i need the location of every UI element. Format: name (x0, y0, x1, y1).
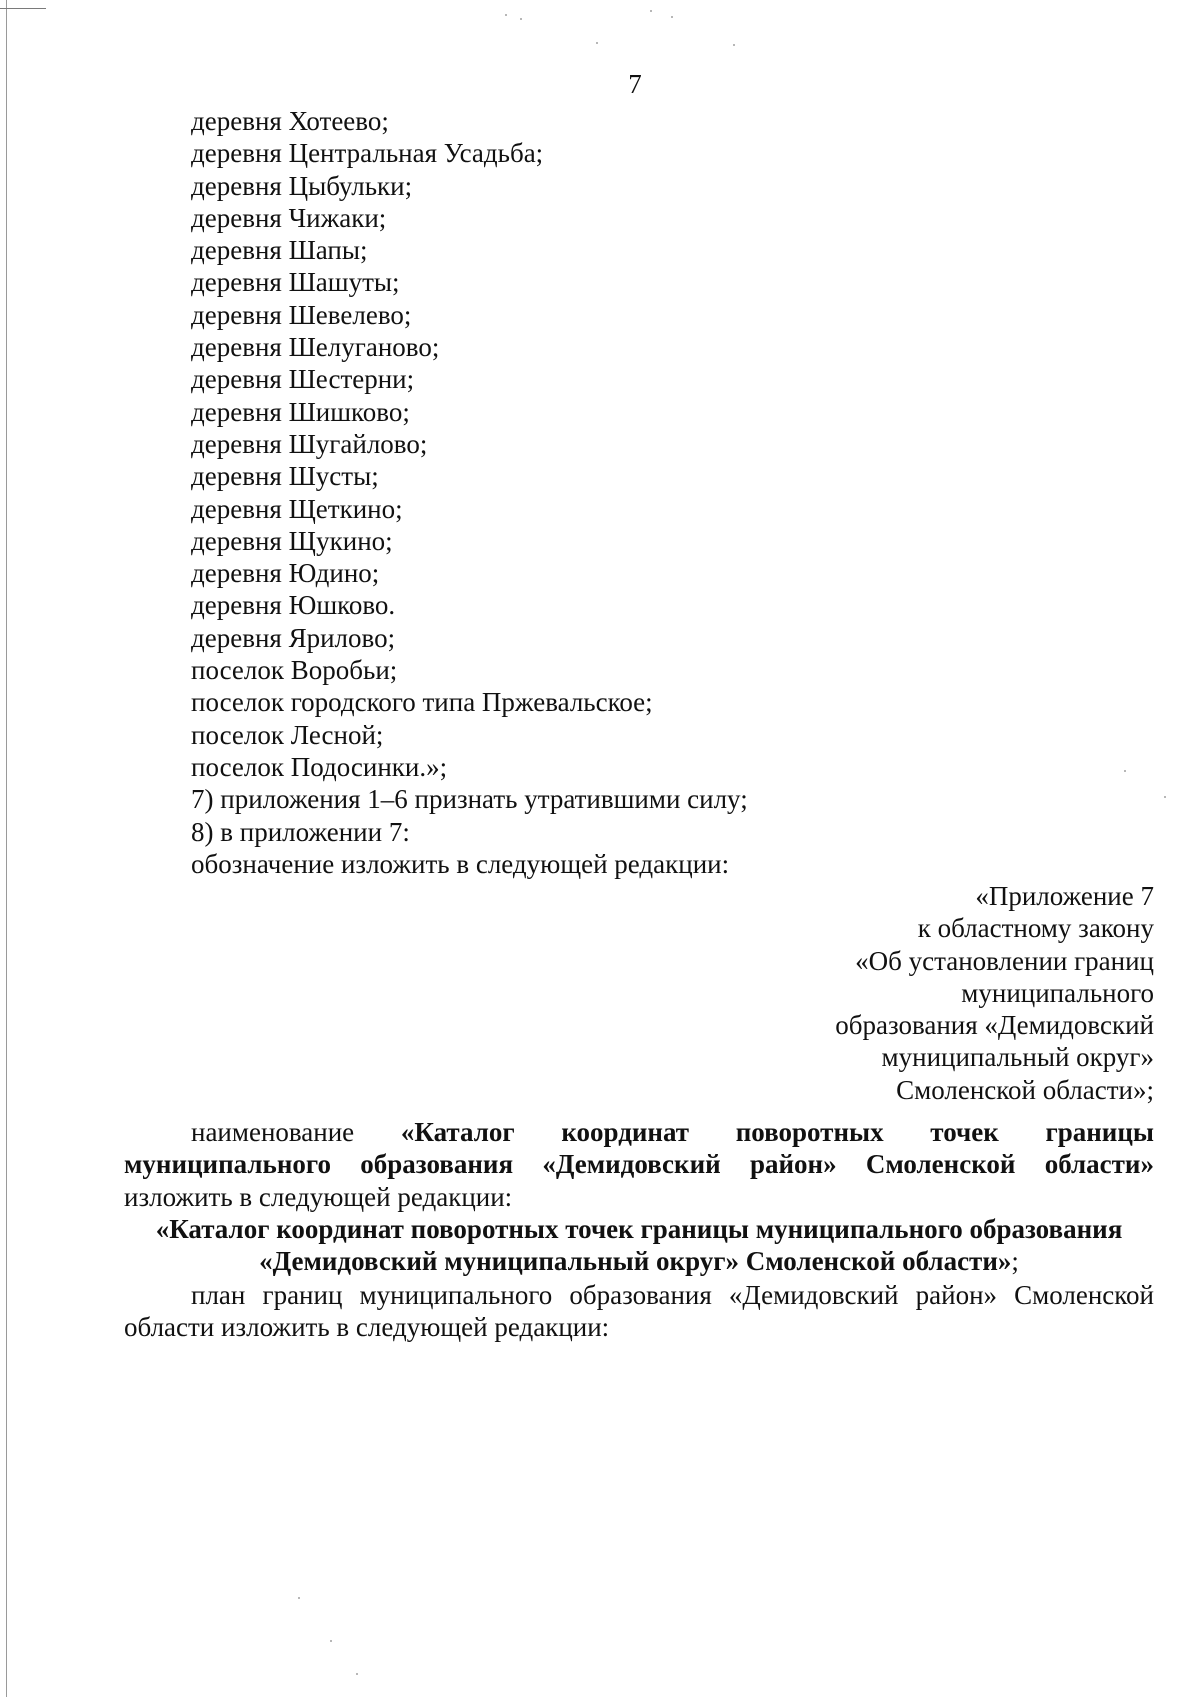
settlement-list-item: 8) в приложении 7: (191, 816, 410, 847)
settlement-list-item: деревня Юшково. (191, 590, 396, 621)
scan-speck (1124, 770, 1126, 772)
settlement-list-item: деревня Ярилово; (191, 622, 396, 653)
paragraph-plan: план границ муниципального образования «Демидовский район» Смоленской области изложить в следующей редакции: (124, 1280, 1154, 1343)
settlement-list-item: деревня Цыбульки; (191, 170, 413, 201)
settlement-list-item: деревня Шусты; (191, 461, 379, 492)
catalog-heading-line2 (124, 1245, 1154, 1277)
paragraph-tail: изложить в следующей редакции: (124, 1181, 513, 1212)
settlement-list (191, 105, 748, 880)
paragraph-name-change (124, 1116, 1154, 1213)
scan-speck (671, 16, 673, 18)
settlement-list-item: деревня Хотеево; (191, 106, 389, 136)
scan-speck (520, 18, 522, 20)
appendix-header-line: «Об установлении границ (855, 945, 1154, 976)
scan-speck (356, 1673, 358, 1675)
appendix-header-line: муниципального (961, 977, 1154, 1008)
settlement-list-item: деревня Шапы; (191, 235, 368, 266)
scan-speck (733, 44, 735, 46)
appendix-header-line: образования «Демидовский (835, 1010, 1154, 1041)
catalog-heading-semicolon: ; (1011, 1246, 1019, 1277)
appendix-header-line: муниципальный округ» (881, 1042, 1154, 1073)
catalog-heading-line1: «Каталог координат поворотных точек границы муниципального образования (155, 1214, 1123, 1244)
settlement-list-item: обозначение изложить в следующей редакции: (191, 848, 730, 879)
settlement-list-item: деревня Центральная Усадьба; (191, 138, 544, 169)
settlement-list-item: поселок Подосинки.»; (191, 751, 448, 782)
appendix-header-line: к областному закону (917, 913, 1154, 944)
settlement-list-item: деревня Шишково; (191, 396, 410, 427)
settlement-list-item: деревня Щукино; (191, 525, 393, 556)
scan-speck (596, 42, 598, 44)
scan-speck (298, 1597, 300, 1599)
appendix-header-line: «Приложение 7 (975, 881, 1154, 911)
settlement-list-item: деревня Шелуганово; (191, 332, 440, 363)
appendix-header (835, 880, 1154, 1106)
settlement-list-item: деревня Шестерни; (191, 364, 415, 395)
appendix-header-line: Смоленской области»; (896, 1074, 1154, 1105)
scan-speck (505, 14, 507, 16)
settlement-list-item: поселок Воробьи; (191, 655, 398, 686)
scan-speck (1164, 796, 1166, 798)
settlement-list-item: деревня Шашуты; (191, 267, 400, 298)
scan-top-mark (0, 8, 46, 9)
catalog-heading (124, 1213, 1154, 1278)
page-number: 7 (628, 69, 642, 99)
settlement-list-item: деревня Шевелево; (191, 299, 412, 330)
settlement-list-item: деревня Щеткино; (191, 493, 403, 524)
settlement-list-item: 7) приложения 1–6 признать утратившими силу; (191, 784, 748, 815)
settlement-list-item: деревня Юдино; (191, 558, 380, 589)
scan-speck (650, 10, 652, 12)
catalog-heading-line2-text: «Демидовский муниципальный округ» Смоленской области» (259, 1246, 1012, 1277)
paragraph-lead: наименование (191, 1117, 401, 1147)
settlement-list-item: деревня Шугайлово; (191, 428, 428, 459)
settlement-list-item: поселок Лесной; (191, 719, 384, 750)
scan-left-edge (6, 0, 7, 1697)
settlement-list-item: поселок городского типа Пржевальское; (191, 687, 653, 718)
settlement-list-item: деревня Чижаки; (191, 202, 387, 233)
scan-speck (330, 1640, 332, 1642)
paragraph-old-title: «Каталог координат поворотных точек границы муниципального образования «Демидовский район» Смоленской области» (124, 1117, 1154, 1180)
